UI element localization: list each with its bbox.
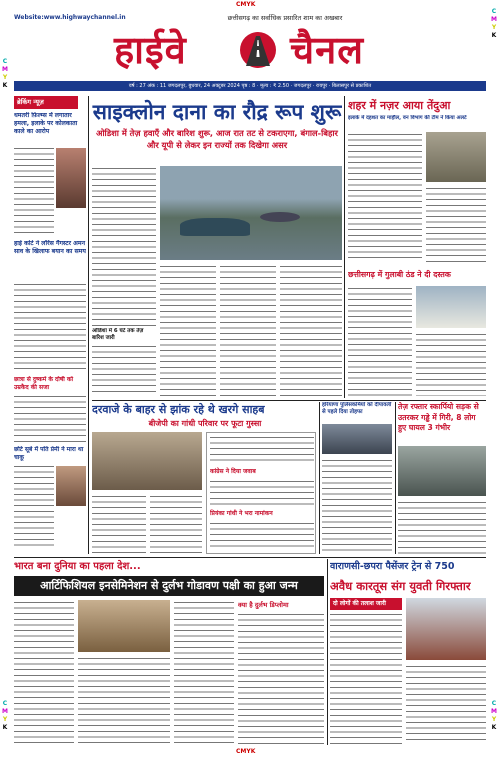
lead-photo-cyclone [160,166,342,260]
bottom-left-body-4 [238,612,324,744]
bottom-inner-headline: क्या है दुर्लभ डिप्लोमा [238,601,289,609]
middle-inner-box [206,432,316,554]
breaking-story-3-body [14,394,86,444]
bottom-left-body-2 [78,656,170,744]
cmyk-mark-top: CMYK [236,1,256,8]
breaking-story-4-head[interactable]: छोटे सूबे में पति प्रेमी ने मारा था चाकू [14,446,84,461]
middle-center-headline[interactable]: हरियाणा पुलिसकर्मियों को दीपावली से पहले दिया तोहफा [322,402,392,415]
middle-left-subhead: बीजेपी का गांधी परिवार पर फूटा गुस्सा [148,419,262,428]
right-mid-headline[interactable]: छत्तीसगढ़ में गुलाबी ठंड ने दी दस्तक [348,270,451,279]
breaking-story-1-head[interactable]: धमतरी फ़िल्म्स में लगातार हमला, इलाके पर कोलकाता काले का आरोप [14,112,78,135]
highway-road-icon [232,30,284,70]
breaking-news-label: ब्रेकिंग न्यूज़ [14,96,78,109]
breaking-story-3-head[interactable]: छात्रा से दुष्कर्म के दोषी को उम्रकैद की सजा [14,376,74,391]
bottom-band-rule-top [14,557,486,558]
right-mid-body-2 [416,332,486,396]
lead-photo-boat-2 [260,212,300,222]
breaking-story-1-body [14,146,54,236]
left-column-rule [88,96,89,554]
breaking-story-2-head[interactable]: हाई कोर्ट ने लॉरेंस गैंगस्टर अमन साव के खिलाफ बयान का समय [14,240,86,255]
middle-right-body [398,500,486,554]
winter-photo [416,286,486,328]
masthead-title-left: हाईवे [114,28,187,72]
breaking-story-1-photo [56,148,86,208]
inner-box-headline-2: प्रियंका गांधी ने भरा नामांकन [210,510,273,517]
cmyk-mark-bottom: CMYK [236,748,256,755]
middle-rule-2 [395,402,396,554]
bottom-left-body-1 [14,600,74,744]
lead-body-col-3 [220,264,276,396]
cmyk-strip-right-bottom: C M Y K [491,700,497,731]
lead-subhead: ओडिशा में तेज़ हवाएँ और बारिश शुरू, आज रात तट से टकराएगा, बंगाल-बिहार और यूपी से लेकर इन राज्यों तक दिखेगा असर [96,128,338,150]
middle-right-headline[interactable]: तेज़ रफ्तार स्कार्पियो सड़क से उतरकर गड्ढे में गिरी, 8 लोग हुए घायल 3 गंभीर [398,402,479,432]
bottom-right-kicker: वाराणसी-छपरा पैसेंजर ट्रेन से 750 [330,561,455,572]
cmyk-strip-left: C M Y K [2,58,8,89]
police-photo [322,424,392,454]
cmyk-strip-right: C M Y K [491,8,497,39]
masthead [14,24,486,80]
bottom-rule [327,559,328,745]
lead-headline[interactable]: साइक्लोन दाना का रौद्र रूप शुरू [92,100,342,124]
bottom-left-banner [14,576,324,596]
tagline: छत्तीसगढ़ का सर्वाधिक प्रसारित शाम का अखबार [227,14,343,22]
right-column-rule [344,96,345,398]
masthead-title-right: चैनल [290,28,364,72]
website-url[interactable]: Website:www.highwaychannel.in [14,14,126,21]
middle-left-body-1 [92,494,146,554]
breaking-story-4-body [14,464,54,550]
lead-body-col-4 [280,264,342,396]
lead-photo-boat [180,218,250,236]
leopard-photo [426,132,486,182]
breaking-story-2-body [14,282,86,372]
middle-band-rule-top [92,400,486,401]
bottom-right-label-box [330,598,402,610]
right-top-body-2 [426,186,486,262]
middle-center-body [322,458,392,554]
bottom-right-body-1 [330,612,402,744]
inner-box-headline: कांग्रेस ने दिया जवाब [210,468,256,475]
bottom-left-headline[interactable]: आर्टिफिशियल इनसेमिनेशन से दुर्लभ गोडावण पक्षी का हुआ जन्म [40,579,298,592]
right-top-subhead: इलाके में दहशत का माहौल, वन विभाग की टीम ने किया अलर्ट [348,115,467,121]
lead-body-col-2 [160,264,216,396]
lead-inline-head: ओडिशा में 6 घंटे तक तेज़ बारिश जारी [92,328,144,341]
middle-left-body-2 [150,494,202,554]
breaking-story-4-photo [56,466,86,506]
right-top-body-1 [348,132,422,262]
bird-photo [78,600,170,652]
lead-body-col-1 [92,166,156,326]
bottom-kicker: भारत बना दुनिया का पहला देश... [14,561,141,572]
bottom-left-body-3 [174,600,234,744]
middle-left-photo [92,432,202,490]
middle-left-headline[interactable]: दरवाजे के बाहर से झांक रहे थे खरगे साहब [92,403,265,416]
bottom-right-body-2 [406,664,486,744]
cmyk-strip-left-bottom: C M Y K [2,700,8,731]
right-top-headline[interactable]: शहर में नज़र आया तेंदुआ [348,99,451,112]
issue-info-bar: वर्ष : 27 अंक : 11 जगदलपुर, बुधवार, 24 अक्टूबर 2024 पृष्ठ : 8 · मूल्य : ₹ 2.50 · जगदलपुर · रायपुर · बिलासपुर से प्रकाशित [14,81,486,91]
bottom-right-label: दो लोगों की तलाश जारी [333,600,386,607]
bottom-right-headline[interactable]: अवैध कारतूस संग युवती गिरफ्तार [330,579,471,593]
train-photo [406,598,486,660]
middle-rule-1 [319,402,320,554]
accident-photo [398,446,486,496]
right-mid-body-1 [348,286,412,396]
lead-body-col-1b [92,344,156,396]
